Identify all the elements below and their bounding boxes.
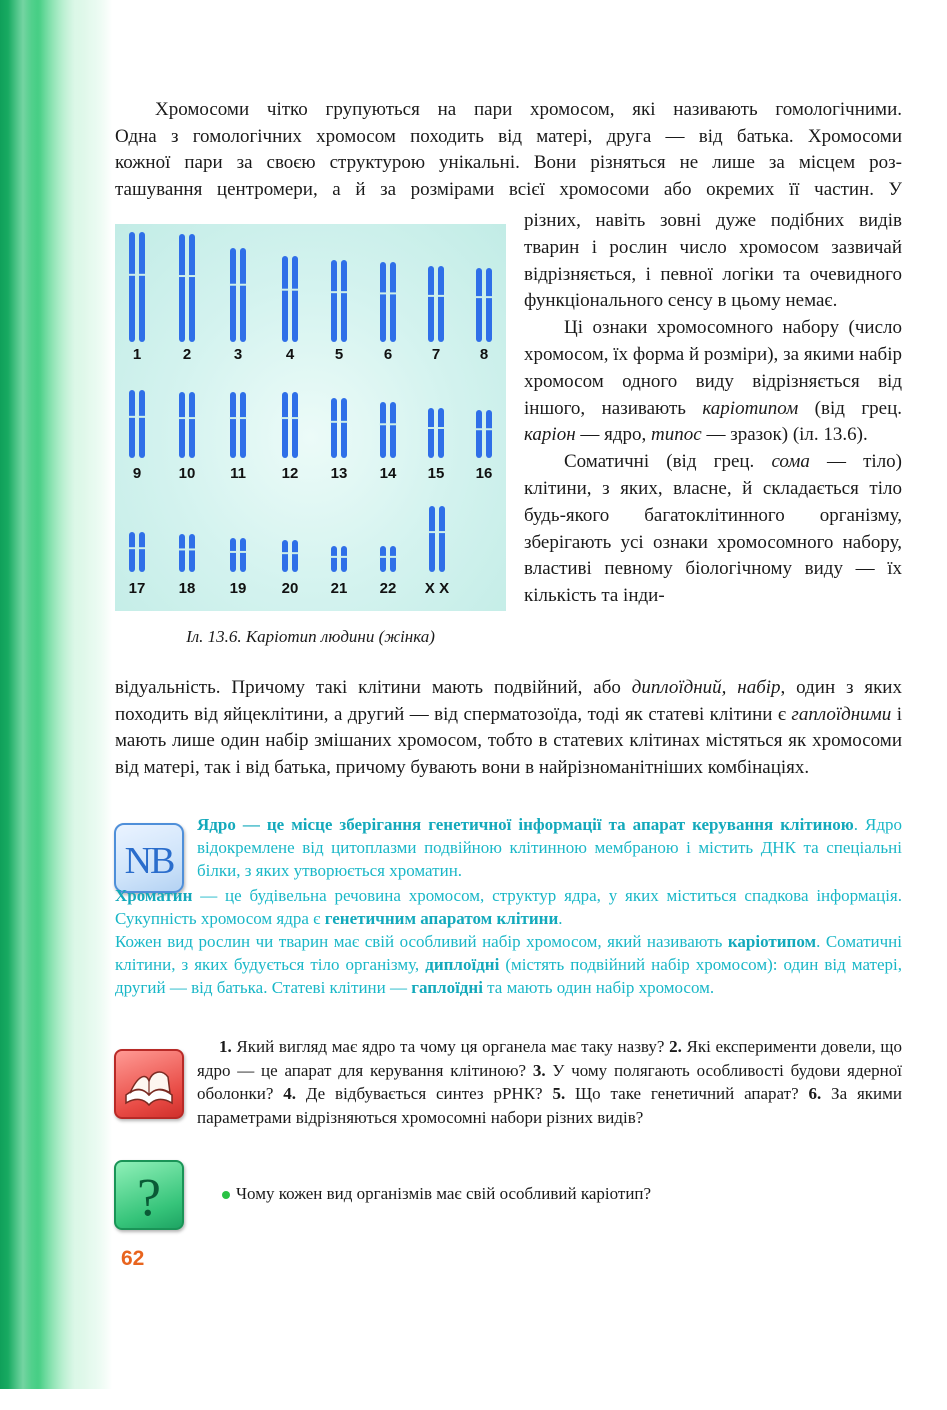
centromere [428, 295, 435, 297]
chromosome [282, 540, 299, 572]
greek-word: типос [651, 424, 702, 446]
chromatid [439, 506, 445, 572]
chromosome-label: 17 [128, 580, 146, 597]
centromere [139, 547, 146, 549]
question-number: 3. [532, 1060, 546, 1080]
chromatid [179, 392, 185, 458]
chromatid [129, 390, 135, 458]
chromatid [429, 506, 435, 572]
centromere [380, 556, 387, 558]
chromosome [230, 538, 247, 572]
nb-text: Кожен вид рослин чи тварин має свій особливий набір хромосом, який називають [115, 932, 728, 951]
chromatid [380, 546, 386, 572]
chromosome [179, 234, 196, 342]
chromatid [380, 402, 386, 458]
nb-definition-chromatin [115, 884, 902, 999]
nb-bold-text: каріотипом [727, 932, 817, 951]
chromatid [380, 262, 386, 342]
bullet-icon [222, 1191, 230, 1199]
chromatid [390, 546, 396, 572]
centromere [292, 289, 299, 291]
centromere [282, 552, 289, 554]
chromatid [331, 260, 337, 342]
centromere [282, 289, 289, 291]
chromosome-label: 4 [285, 346, 295, 363]
text-span: — тіло) клітини, з яких, власне, й складається тіло будь-якого багатоклітинного організму, зберігають усі ознаки хромосомного набору, властиві певному біологічному виду — їх кількість та інди- [524, 451, 903, 607]
chromosome-label: 10 [178, 465, 196, 482]
question-number: 5. [552, 1084, 566, 1103]
centromere [331, 291, 338, 293]
term-diploid: диплоїдний, набір [631, 677, 781, 698]
greek-word: каріон [524, 424, 576, 446]
chromosome-label: 14 [379, 465, 397, 482]
centromere [438, 427, 445, 429]
chromatid [139, 232, 145, 342]
chromosome-label: 13 [330, 465, 348, 482]
chromosome-label: 15 [427, 465, 445, 482]
question-text: Де відбувається синтез рРНК? [296, 1084, 553, 1103]
greek-word: сома [771, 451, 810, 473]
chromosome-label: 8 [479, 346, 489, 363]
chromosome-label: X X [424, 580, 450, 597]
chromosome-label: 22 [379, 580, 397, 597]
centromere [292, 417, 299, 419]
chromatid [282, 540, 288, 572]
centromere [476, 296, 483, 298]
centromere [390, 556, 397, 558]
karyotype-image [115, 224, 506, 611]
nb-bold-text: генетичним апаратом клітини [324, 909, 559, 928]
centromere [129, 547, 136, 549]
chromatid [230, 392, 236, 458]
chromosome-label: 9 [132, 465, 142, 482]
chromatid [282, 392, 288, 458]
chromosome-label: 21 [330, 580, 348, 597]
question-text: За якими параметрами відрізняються хромосомні набори різних видів? [197, 1084, 902, 1127]
chromatid [129, 532, 135, 572]
chromatid [390, 402, 396, 458]
centromere [240, 417, 247, 419]
page-number: 62 [121, 1247, 145, 1270]
centromere [390, 292, 397, 294]
side-bar-swirl [8, 0, 38, 1389]
chromosome [331, 546, 348, 572]
centromere [390, 423, 397, 425]
text-span: — ядро, [575, 424, 652, 446]
centromere [230, 284, 237, 286]
chromatid [129, 232, 135, 342]
think-question-text: Чому кожен вид організмів має свій особливий каріотип? [236, 1184, 652, 1203]
chromatid [139, 532, 145, 572]
text-span: — зразок) (іл. 13.6). [701, 424, 868, 446]
centromere [179, 417, 186, 419]
chromatid [438, 266, 444, 342]
chromosome [230, 248, 247, 342]
chromatid [189, 234, 195, 342]
chromosome-label: 12 [281, 465, 299, 482]
centromere [189, 548, 196, 550]
chromatid [230, 248, 236, 342]
question-number: 2. [669, 1037, 682, 1056]
chromosome [230, 392, 247, 458]
chromatid [331, 546, 337, 572]
text-span: Соматичні (від грец. [564, 451, 772, 473]
question-text: Який вигляд має ядро та чому ця органела має таку назву? [231, 1037, 670, 1056]
chromatid [240, 392, 246, 458]
text-line: Хромосоми чітко групуються на пари хромосом, які називають гомологічними. [155, 99, 902, 120]
chromatid [179, 534, 185, 572]
figure-caption: Іл. 13.6. Каріотип людини (жінка) [186, 627, 435, 646]
chromosome [380, 546, 397, 572]
question-mark-icon [114, 1160, 184, 1230]
chromatid [189, 392, 195, 458]
chromatid [179, 234, 185, 342]
chromosome [179, 534, 196, 572]
text-span: і мають лише один набір змішаних хромосом, тобто в статевих клітинах містяться як хромосоми від матері, так і від батька, причому бувають вони в найрізноманітніших комбінаціях. [115, 703, 902, 778]
question-mark-icon-label: ? [137, 1167, 161, 1227]
chromatid [341, 260, 347, 342]
term-haploid: гаплоїдними [791, 703, 892, 725]
centromere [331, 421, 338, 423]
nb-definition-nucleus [197, 813, 902, 882]
chromatid [331, 398, 337, 458]
text-span: , один з яких походить від яйцеклітини, а другий — від сперматозоїда, тоді як статеві клітини є [115, 677, 902, 725]
chromatid [476, 268, 482, 342]
nb-text: та мають один набір хромосом. [482, 978, 715, 997]
chromosome-label: 18 [178, 580, 196, 597]
question-number: 1. [219, 1037, 232, 1056]
chromosome-label: 3 [233, 346, 243, 363]
question-number: 6. [808, 1084, 822, 1103]
chromosome-label: 11 [230, 465, 246, 482]
question-text: Які експерименти довели, що ядро — це апарат для керування клітиною? [197, 1037, 902, 1080]
chromatid [230, 538, 236, 572]
centromere [189, 275, 196, 277]
centromere [240, 284, 247, 286]
centromere [129, 274, 136, 276]
chromosome [129, 390, 146, 458]
centromere [179, 275, 186, 277]
centromere [189, 417, 196, 419]
centromere [139, 274, 146, 276]
think-question [222, 1184, 651, 1204]
centromere [139, 416, 146, 418]
nb-bold-text: Хроматин [115, 886, 193, 905]
chromosome-label: 1 [132, 346, 142, 363]
chromosome [428, 266, 445, 342]
side-bar-swirl [40, 0, 110, 1410]
decorative-side-bar [0, 0, 112, 1389]
chromosome-label: 5 [334, 346, 344, 363]
chromosome [331, 260, 348, 342]
open-book-icon-graphic [116, 1051, 182, 1117]
centromere [486, 296, 493, 298]
nb-bold-text: диплоїдні [425, 955, 500, 974]
text-line: кожної пари за своєю структурою унікальні. Вони різняться не лише за місцем роз- [115, 152, 902, 173]
nb-bold-text: Ядро — це місце зберігання генетичної інформації та апарат керування клітиною [197, 815, 854, 834]
chromatid [189, 534, 195, 572]
text-line: Одна з гомологічних хромосом походить від матері, друга — від батька. Хромосоми [115, 125, 902, 147]
chromatid [292, 540, 298, 572]
centromere [240, 551, 247, 553]
chromatid [282, 256, 288, 342]
text-line: ташування центромери, а й за розмірами всієї хромосоми або окремих її частин. У [115, 178, 902, 200]
centromere [380, 292, 387, 294]
term-karyotype: каріотипом [702, 397, 799, 419]
centromere [341, 421, 348, 423]
nota-bene-icon-label: NB [124, 840, 174, 882]
chromatid [292, 256, 298, 342]
centromere [230, 417, 237, 419]
question-text: Що таке генетичний апарат? [565, 1084, 809, 1103]
chromatid [240, 248, 246, 342]
side-text-column [524, 208, 902, 610]
nb-text: . [558, 909, 563, 928]
centromere [341, 291, 348, 293]
chromatid [139, 390, 145, 458]
chromosome-label: 19 [229, 580, 247, 597]
question-text: У чому полягають особливості будови ядерної оболонки? [197, 1060, 902, 1103]
centromere [331, 556, 338, 558]
chromosome [282, 392, 299, 458]
diploid-haploid-paragraph [115, 675, 902, 781]
centromere [292, 552, 299, 554]
centromere [438, 295, 445, 297]
chromosome [129, 532, 146, 572]
chromatid [341, 546, 347, 572]
centromere [129, 416, 136, 418]
chromosome-label: 20 [281, 580, 299, 597]
chromatid [341, 398, 347, 458]
chromosome-label: 16 [475, 465, 493, 482]
chromatid [428, 408, 434, 458]
nb-text: (містять подвійний набір хромосом): один від матері, другий — від батька. Статеві клітини — [115, 955, 903, 997]
chromosome [380, 262, 397, 342]
chromosome [380, 402, 397, 458]
chromatid [292, 392, 298, 458]
review-questions [197, 1035, 902, 1129]
chromosome-label: 6 [383, 346, 393, 363]
somatic-cells-paragraph [524, 449, 902, 610]
nb-text: — це будівельна речовина хромосом, структур ядра, у яких міститься спадкова інформація. Сукупність хромосом ядра є [115, 886, 902, 928]
open-book-icon [114, 1049, 184, 1119]
chromosome [282, 256, 299, 342]
text-span: (від грец. [798, 397, 902, 419]
question-number: 4. [283, 1084, 297, 1103]
centromere [428, 427, 435, 429]
centromere [230, 551, 237, 553]
side-paragraph: різних, навіть зовні дуже подібних видів тварин і рослин число хромосом зазвичай відрізняється, і певної логіки та очевидного функціонального сенсу в цьому немає. [524, 210, 902, 312]
centromere [179, 548, 186, 550]
karyotype-figure [115, 224, 506, 611]
text-span: Ці ознаки хромосомного набору (число хромосом, їх форма й розміри), за якими набір хромосом одного виду відрізняється від іншого, називають [524, 317, 902, 419]
nota-bene-icon [114, 823, 184, 893]
nb-bold-text: гаплоїдні [411, 978, 483, 997]
text-span: відуальність. Причому такі клітини мають подвійний, або [115, 677, 632, 698]
chromosome [476, 410, 493, 458]
chromatid [486, 410, 492, 458]
chromosome [129, 232, 146, 342]
nb-text: . Соматичні клітини, з яких будується тіло організму, [115, 932, 902, 974]
chromatid [428, 266, 434, 342]
centromere [439, 531, 446, 533]
centromere [486, 428, 493, 430]
chromatid [438, 408, 444, 458]
chromosome [331, 398, 348, 458]
chromatid [486, 268, 492, 342]
centromere [476, 428, 483, 430]
centromere [282, 417, 289, 419]
chromosome [429, 506, 446, 572]
chromatid [390, 262, 396, 342]
chromosome [476, 268, 493, 342]
chromatid [476, 410, 482, 458]
chromatid [240, 538, 246, 572]
chromosome-label: 7 [431, 346, 441, 363]
centromere [380, 423, 387, 425]
chromosome [179, 392, 196, 458]
chromosome-label: 2 [182, 346, 192, 363]
nb-text: . Ядро відокремлене від цитоплазми подвійною клітинною мембраною і містить ДНК та спеціальні білки, з яких утворюється хроматин. [197, 815, 903, 880]
centromere [429, 531, 436, 533]
paragraph-homologous-chromosomes [115, 97, 902, 203]
karyotype-definition-paragraph [524, 315, 902, 449]
chromosome [428, 408, 445, 458]
centromere [341, 556, 348, 558]
